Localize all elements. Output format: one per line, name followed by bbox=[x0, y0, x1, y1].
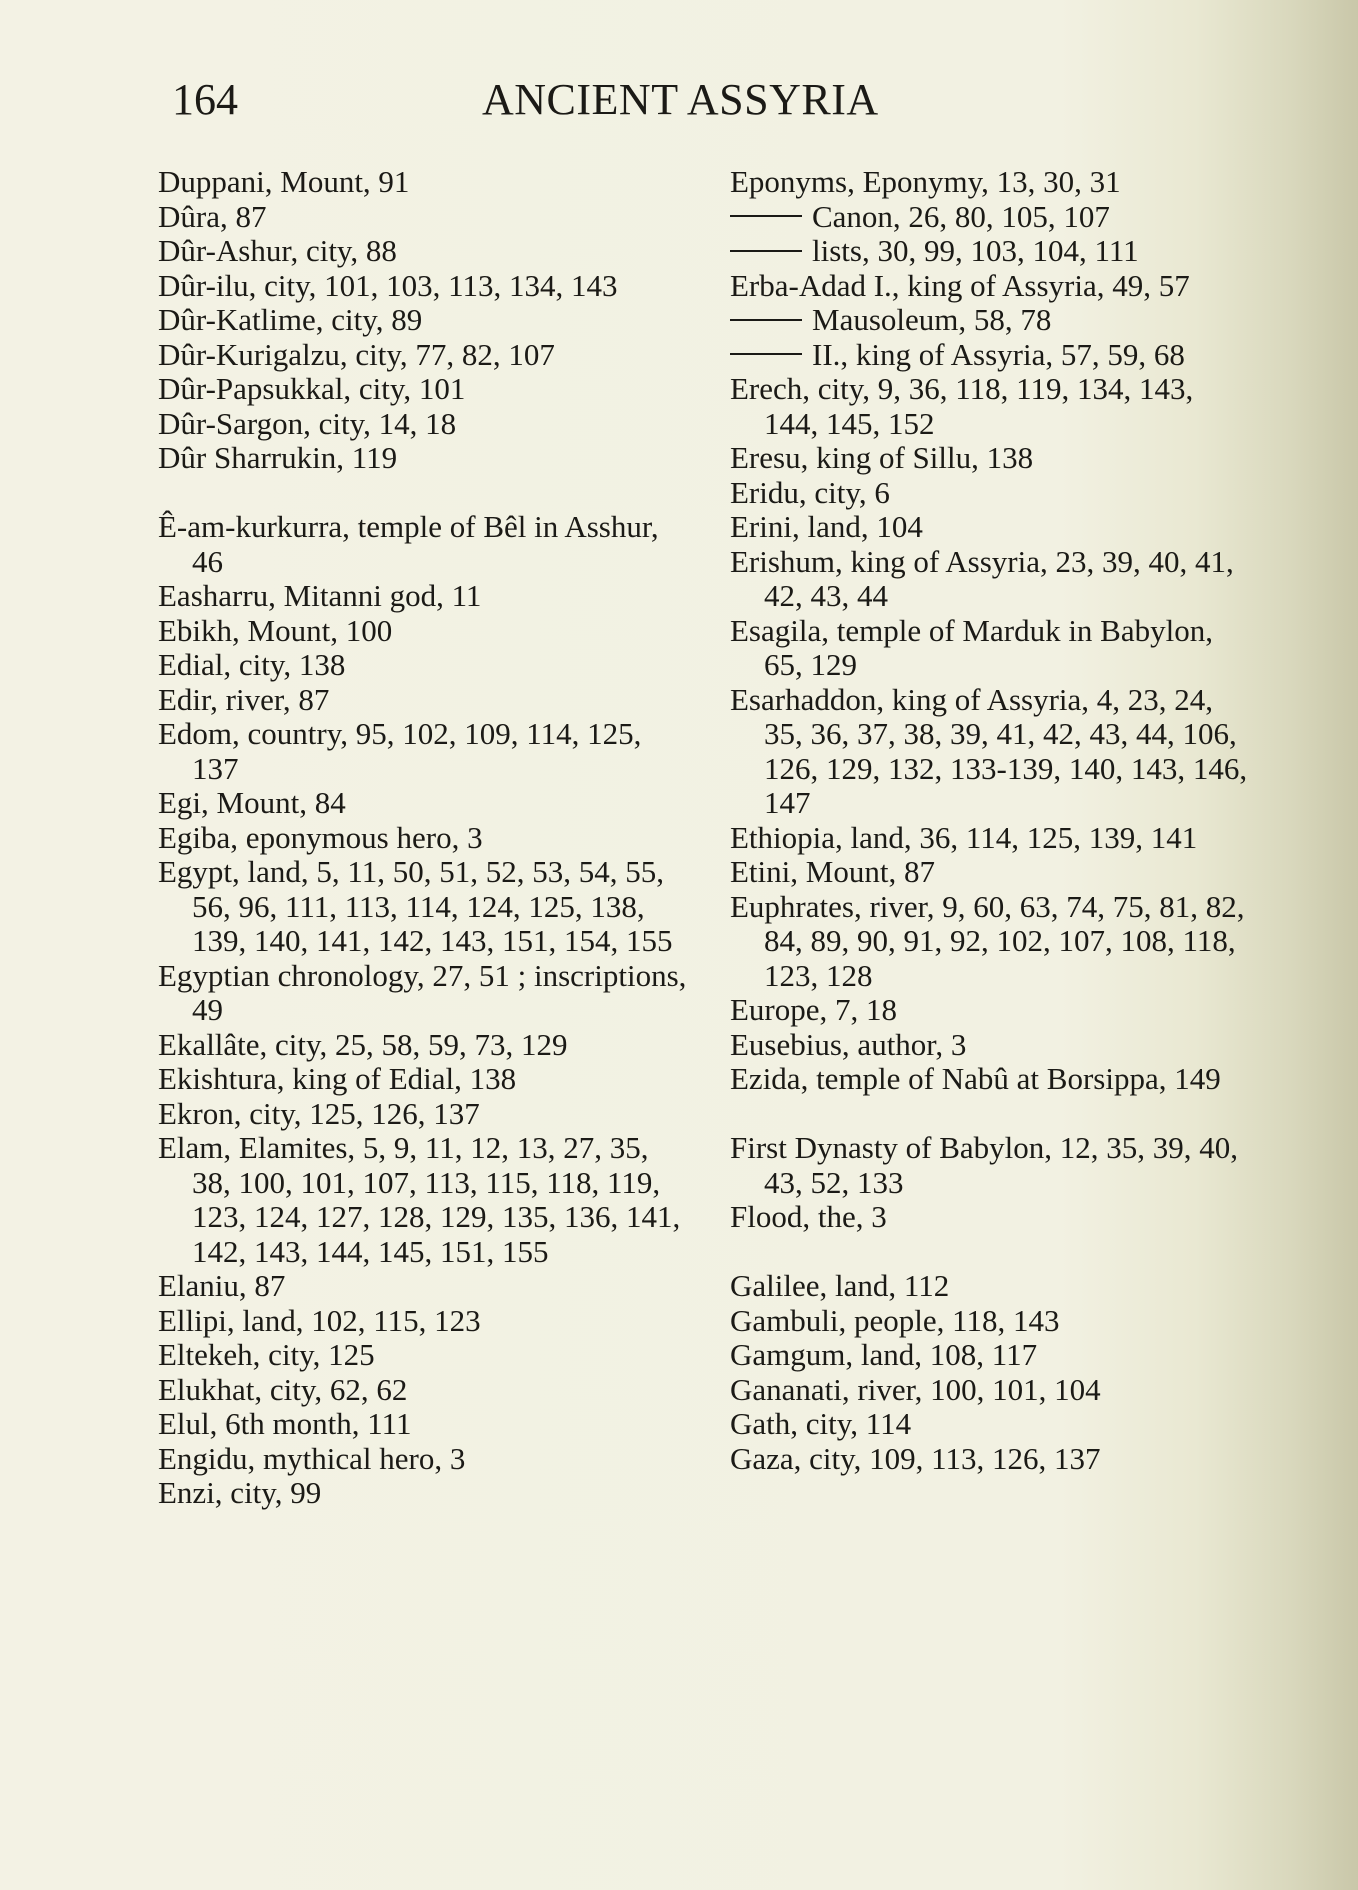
index-entry bbox=[730, 1028, 1250, 1063]
entry-gap bbox=[730, 1235, 1250, 1270]
index-entry-text: Canon, 26, 80, 105, 107 bbox=[812, 198, 1110, 234]
index-entry bbox=[158, 407, 688, 442]
index-entry bbox=[158, 717, 688, 786]
index-entry-text: Dûra, 87 bbox=[158, 198, 267, 234]
index-entry bbox=[158, 303, 688, 338]
index-entry-text: Ê-am-kurkurra, temple of Bêl in Asshur, 46 bbox=[158, 509, 659, 579]
index-entry-text: Ethiopia, land, 36, 114, 125, 139, 141 bbox=[730, 819, 1198, 855]
index-entry-text: Dûr-Katlime, city, 89 bbox=[158, 302, 423, 337]
page-header bbox=[172, 70, 942, 130]
index-entry bbox=[730, 165, 1250, 200]
index-entry bbox=[158, 165, 688, 200]
index-entry bbox=[730, 1442, 1250, 1477]
index-column-left bbox=[158, 165, 688, 1511]
index-entry-text: Dûr-Kurigalzu, city, 77, 82, 107 bbox=[158, 336, 555, 372]
index-entry-text: Mausoleum, 58, 78 bbox=[812, 302, 1052, 337]
index-entry bbox=[158, 821, 688, 856]
index-entry bbox=[158, 1062, 688, 1097]
index-entry bbox=[158, 441, 688, 476]
index-entry bbox=[158, 510, 688, 579]
index-entry bbox=[730, 545, 1250, 614]
index-entry bbox=[730, 614, 1250, 683]
index-entry-text: Gath, city, 114 bbox=[730, 1406, 912, 1441]
running-title: ANCIENT ASSYRIA bbox=[482, 75, 879, 124]
index-entry-text: Edial, city, 138 bbox=[158, 647, 346, 682]
index-entry-text: Edir, river, 87 bbox=[158, 681, 330, 717]
index-entry-text: Egypt, land, 5, 11, 50, 51, 52, 53, 54, 55, 56, 96, 111, 113, 114, 124, 125, 138, 139, 140, 141, 142, 143, 151, 154, 155 bbox=[158, 854, 673, 958]
index-entry-text: Eponyms, Eponymy, 13, 30, 31 bbox=[730, 164, 1121, 199]
index-entry bbox=[158, 1442, 688, 1477]
index-entry bbox=[730, 303, 1250, 338]
index-entry bbox=[730, 1304, 1250, 1339]
index-entry-text: Egyptian chronology, 27, 51 ; inscriptions, 49 bbox=[158, 957, 687, 1027]
index-entry-text: Galilee, land, 112 bbox=[730, 1268, 950, 1303]
index-entry-text: Ekron, city, 125, 126, 137 bbox=[158, 1095, 480, 1131]
index-entry-text: Eltekeh, city, 125 bbox=[158, 1337, 375, 1372]
index-entry-text: Ekallâte, city, 25, 58, 59, 73, 129 bbox=[158, 1026, 568, 1062]
index-entry-text: Gamgum, land, 108, 117 bbox=[730, 1337, 1038, 1372]
index-column-right bbox=[730, 165, 1250, 1476]
index-entry-text: Duppani, Mount, 91 bbox=[158, 164, 410, 199]
index-entry bbox=[730, 1373, 1250, 1408]
repeat-dash bbox=[730, 250, 802, 252]
index-entry bbox=[730, 1407, 1250, 1442]
index-entry bbox=[158, 959, 688, 1028]
index-entry bbox=[730, 200, 1250, 235]
index-entry bbox=[158, 1407, 688, 1442]
index-entry bbox=[730, 510, 1250, 545]
repeat-dash bbox=[730, 353, 802, 355]
repeat-dash bbox=[730, 215, 802, 217]
index-entry-text: Gaza, city, 109, 113, 126, 137 bbox=[730, 1440, 1101, 1476]
index-entry-text: Elam, Elamites, 5, 9, 11, 12, 13, 27, 35, 38, 100, 101, 107, 113, 115, 118, 119, 123, 124, 127, 128, 129, 135, 136, 141, 142, 143, 144, 145, 151, 155 bbox=[158, 1130, 681, 1269]
index-entry-text: Egiba, eponymous hero, 3 bbox=[158, 819, 483, 855]
page-number: 164 bbox=[172, 75, 238, 124]
index-entry bbox=[730, 855, 1250, 890]
index-entry-text: Erini, land, 104 bbox=[730, 509, 923, 544]
index-entry-text: Dûr Sharrukin, 119 bbox=[158, 440, 398, 475]
index-entry-text: Erech, city, 9, 36, 118, 119, 134, 143, 144, 145, 152 bbox=[730, 371, 1194, 441]
index-entry-text: Ellipi, land, 102, 115, 123 bbox=[158, 1302, 481, 1338]
index-entry bbox=[730, 372, 1250, 441]
index-entry bbox=[158, 200, 688, 235]
index-entry-text: Elukhat, city, 62, 62 bbox=[158, 1371, 408, 1407]
index-entry-text: Euphrates, river, 9, 60, 63, 74, 75, 81, 82, 84, 89, 90, 91, 92, 102, 107, 108, 118, 123, 128 bbox=[730, 888, 1245, 993]
index-entry bbox=[158, 1131, 688, 1269]
index-entry bbox=[158, 683, 688, 718]
index-entry bbox=[730, 1131, 1250, 1200]
index-entry bbox=[158, 1476, 688, 1511]
index-entry-text: Dûr-Sargon, city, 14, 18 bbox=[158, 405, 457, 441]
index-entry bbox=[730, 234, 1250, 269]
index-entry-text: First Dynasty of Babylon, 12, 35, 39, 40, 43, 52, 133 bbox=[730, 1130, 1239, 1200]
index-entry-text: Dûr-Papsukkal, city, 101 bbox=[158, 371, 466, 406]
index-entry-text: Gananati, river, 100, 101, 104 bbox=[730, 1371, 1101, 1407]
index-entry bbox=[730, 476, 1250, 511]
index-entry bbox=[730, 1200, 1250, 1235]
index-entry bbox=[730, 441, 1250, 476]
index-entry bbox=[158, 855, 688, 959]
entry-gap bbox=[730, 1097, 1250, 1132]
index-entry bbox=[158, 1373, 688, 1408]
index-entry-text: Eresu, king of Sillu, 138 bbox=[730, 440, 1034, 475]
index-entry bbox=[158, 614, 688, 649]
index-entry-text: Enzi, city, 99 bbox=[158, 1475, 322, 1510]
index-entry-text: II., king of Assyria, 57, 59, 68 bbox=[812, 336, 1185, 372]
index-entry-text: Esagila, temple of Marduk in Babylon, 65, 129 bbox=[730, 612, 1213, 682]
index-entry-text: Ebikh, Mount, 100 bbox=[158, 612, 393, 648]
index-entry bbox=[158, 1028, 688, 1063]
index-entry-text: Ekishtura, king of Edial, 138 bbox=[158, 1061, 517, 1096]
index-entry bbox=[730, 269, 1250, 304]
index-entry bbox=[730, 1338, 1250, 1373]
index-entry-text: Erba-Adad I., king of Assyria, 49, 57 bbox=[730, 267, 1190, 303]
index-entry-text: Egi, Mount, 84 bbox=[158, 785, 346, 820]
index-entry bbox=[730, 1269, 1250, 1304]
index-entry bbox=[158, 234, 688, 269]
index-entry bbox=[158, 1269, 688, 1304]
index-entry bbox=[158, 338, 688, 373]
index-entry-text: Elaniu, 87 bbox=[158, 1268, 286, 1303]
index-entry bbox=[730, 338, 1250, 373]
index-entry-text: Europe, 7, 18 bbox=[730, 992, 898, 1027]
index-entry-text: Eusebius, author, 3 bbox=[730, 1026, 967, 1062]
repeat-dash bbox=[730, 319, 802, 321]
index-entry bbox=[158, 269, 688, 304]
index-entry-text: Erishum, king of Assyria, 23, 39, 40, 41, 42, 43, 44 bbox=[730, 543, 1234, 613]
index-entry-text: Edom, country, 95, 102, 109, 114, 125, 137 bbox=[158, 716, 642, 786]
index-entry-text: Flood, the, 3 bbox=[730, 1199, 887, 1234]
index-entry bbox=[158, 1338, 688, 1373]
index-entry-text: Gambuli, people, 118, 143 bbox=[730, 1302, 1060, 1338]
index-entry bbox=[730, 683, 1250, 821]
index-entry bbox=[158, 1097, 688, 1132]
index-entry-text: Esarhaddon, king of Assyria, 4, 23, 24, 35, 36, 37, 38, 39, 41, 42, 43, 44, 106, 126, 129, 132, 133-139, 140, 143, 146, 147 bbox=[730, 681, 1248, 820]
index-entry-text: lists, 30, 99, 103, 104, 111 bbox=[812, 233, 1139, 268]
index-entry bbox=[730, 821, 1250, 856]
index-entry-text: Eridu, city, 6 bbox=[730, 474, 890, 510]
index-entry bbox=[158, 648, 688, 683]
index-entry-text: Dûr-ilu, city, 101, 103, 113, 134, 143 bbox=[158, 267, 618, 303]
index-entry-text: Elul, 6th month, 111 bbox=[158, 1406, 412, 1441]
index-entry-text: Dûr-Ashur, city, 88 bbox=[158, 233, 397, 268]
index-entry-text: Ezida, temple of Nabû at Borsippa, 149 bbox=[730, 1061, 1221, 1096]
index-entry bbox=[730, 1062, 1250, 1097]
index-entry bbox=[730, 890, 1250, 994]
index-entry bbox=[158, 579, 688, 614]
index-entry-text: Etini, Mount, 87 bbox=[730, 854, 935, 889]
index-entry bbox=[158, 1304, 688, 1339]
entry-gap bbox=[158, 476, 688, 511]
index-entry bbox=[158, 372, 688, 407]
index-entry bbox=[158, 786, 688, 821]
index-entry bbox=[730, 993, 1250, 1028]
index-entry-text: Easharru, Mitanni god, 11 bbox=[158, 578, 482, 613]
index-entry-text: Engidu, mythical hero, 3 bbox=[158, 1440, 466, 1476]
